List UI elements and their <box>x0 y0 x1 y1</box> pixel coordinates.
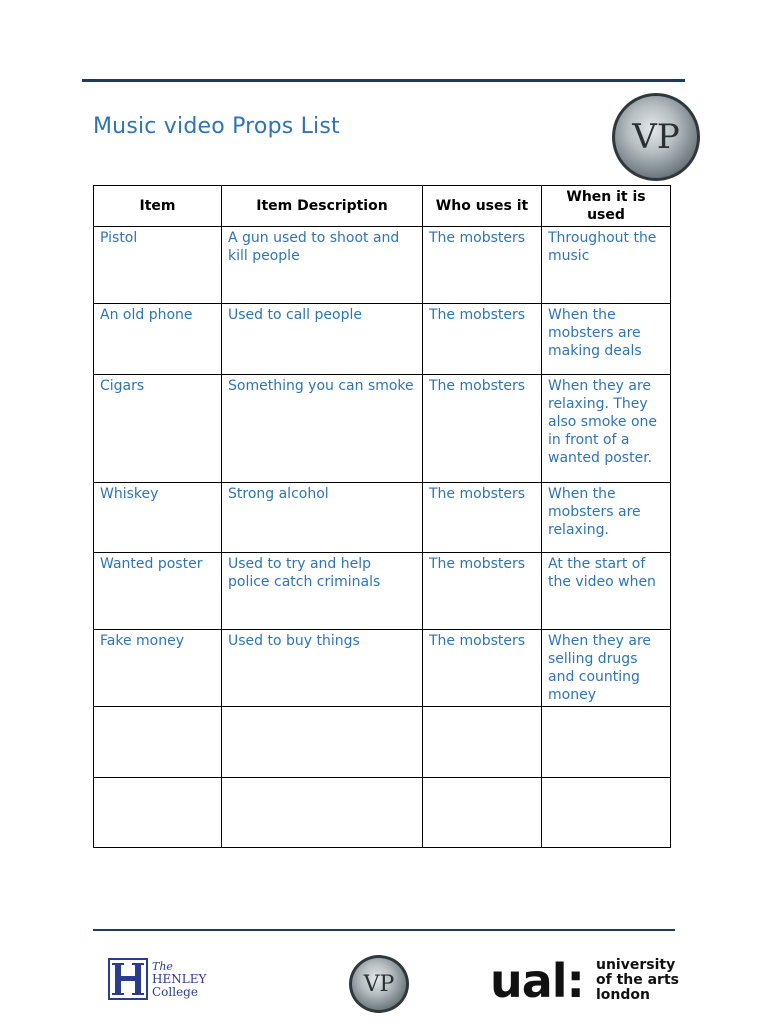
vp-footer-logo-text: VP <box>363 971 395 997</box>
henley-college-logo-icon <box>108 958 218 1004</box>
table-row <box>94 483 671 553</box>
cell-description: Strong alcohol <box>222 483 423 553</box>
cell-item <box>94 707 222 778</box>
henley-college-name <box>152 960 206 999</box>
cell-when: Throughout the music <box>542 227 671 304</box>
vp-footer-logo-icon <box>349 955 409 1013</box>
ual-line-2: of the arts <box>596 972 679 988</box>
table-row <box>94 707 671 778</box>
footer-rule <box>93 929 675 931</box>
cell-description <box>222 707 423 778</box>
cell-who: The mobsters <box>423 304 542 375</box>
henley-the: The <box>152 960 173 973</box>
vp-logo-icon <box>612 93 700 181</box>
cell-item <box>94 778 222 848</box>
cell-when: When the mobsters are relaxing. <box>542 483 671 553</box>
table-row <box>94 630 671 707</box>
ual-line-1: university <box>596 957 676 973</box>
cell-description: A gun used to shoot and kill people <box>222 227 423 304</box>
cell-when: When they are selling drugs and counting money <box>542 630 671 707</box>
cell-who <box>423 778 542 848</box>
cell-item: Fake money <box>94 630 222 707</box>
cell-who: The mobsters <box>423 483 542 553</box>
cell-who: The mobsters <box>423 553 542 630</box>
cell-who: The mobsters <box>423 227 542 304</box>
cell-description: Used to call people <box>222 304 423 375</box>
cell-description: Used to try and help police catch criminals <box>222 553 423 630</box>
vp-logo-text: VP <box>632 117 680 157</box>
henley-college: College <box>152 985 198 999</box>
header-who-uses-it: Who uses it <box>423 186 542 227</box>
header-item-description: Item Description <box>222 186 423 227</box>
cell-item: Whiskey <box>94 483 222 553</box>
cell-description: Something you can smoke <box>222 375 423 483</box>
cell-item: An old phone <box>94 304 222 375</box>
table-row <box>94 304 671 375</box>
cell-item: Wanted poster <box>94 553 222 630</box>
ual-wordmark <box>596 958 679 1003</box>
props-table <box>93 185 671 848</box>
cell-when: When they are relaxing. They also smoke one in front of a wanted poster. <box>542 375 671 483</box>
cell-description: Used to buy things <box>222 630 423 707</box>
cell-when <box>542 778 671 848</box>
cell-who: The mobsters <box>423 630 542 707</box>
cell-item: Pistol <box>94 227 222 304</box>
cell-who: The mobsters <box>423 375 542 483</box>
page-title: Music video Props List <box>93 114 340 139</box>
table-header-row <box>94 186 671 227</box>
cell-who <box>423 707 542 778</box>
henley-name: HENLEY <box>152 972 207 986</box>
cell-when: When the mobsters are making deals <box>542 304 671 375</box>
cell-description <box>222 778 423 848</box>
header-rule <box>82 79 685 82</box>
table-row <box>94 778 671 848</box>
header-item: Item <box>94 186 222 227</box>
header-when-it-is-used: When it is used <box>542 186 671 227</box>
ual-line-3: london <box>596 987 650 1003</box>
cell-item: Cigars <box>94 375 222 483</box>
cell-when <box>542 707 671 778</box>
henley-crest-icon <box>108 958 148 1000</box>
table-row <box>94 227 671 304</box>
table-row <box>94 553 671 630</box>
cell-when: At the start of the video when <box>542 553 671 630</box>
table-row <box>94 375 671 483</box>
ual-mark: ual: <box>490 954 584 1008</box>
